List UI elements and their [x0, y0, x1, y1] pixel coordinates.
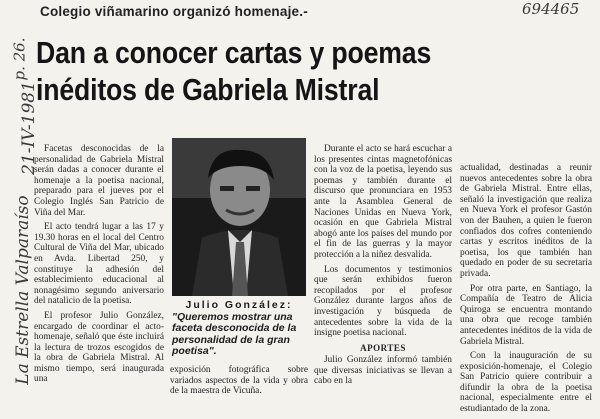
- paragraph: Por otra parte, en Santiago, la Compañía de Teatro de Alicia Quiroga se encuentra montando una obra que recoge también antecedentes inéditos de la vida de Gabriela Mistral.: [460, 283, 592, 347]
- caption-name: Julio González:: [185, 299, 293, 311]
- paragraph: Los documentos y testimonios que serán exhibidos fueron recopilados por el profesor González durante largos años de investigación y búsqueda de antecedentes sobre la vida de la insigne poetisa nacional.: [314, 264, 452, 339]
- headline-line-2: inéditos de Gabriela Mistral: [36, 72, 380, 107]
- section-subhead: APORTES: [360, 342, 406, 353]
- archive-number: 694465: [522, 0, 580, 18]
- paragraph: El profesor Julio González, encargado de coordinar el acto-homenaje, señaló que éste incluirá la lectura de trozos escogidos de la obra de Gabriela Mistral. Al mismo tiempo, será inaugurada una: [34, 310, 164, 385]
- paragraph: Facetas desconocidas de la personalidad de Gabriela Mistral serán dadas a conocer durante el homenaje a la poetisa nacional, preparado para el jueves por el Colegio Inglés San Patricio de Viña del Mar.: [34, 144, 164, 218]
- paragraph: actualidad, destinadas a reunir nuevos antecedentes sobre la obra de Gabriela Mistral. Entre ellas, señaló la investigación que realiza en Nueva York el profesor Gastón von der Bauhen, a quien le fueron confiados dos cofres conteniendo cartas y escritos inéditos de la poetisa, los que también han quedado en poder de su secretaria privada.: [460, 163, 592, 279]
- date-note: 21-IV-1981: [18, 81, 39, 175]
- portrait-photo: [172, 138, 306, 296]
- paragraph: Julio González informó también que diversas iniciativas se llevan a cabo en la: [314, 355, 452, 387]
- page-note: p. 26.: [10, 37, 29, 81]
- headline-line-1: Dan a conocer cartas y poemas: [36, 35, 432, 70]
- caption-quote: "Queremos mostrar una faceta desconocida de la personalidad de la gran poetisa".: [172, 310, 297, 357]
- column-1: [34, 144, 164, 389]
- headline: [36, 34, 492, 108]
- paragraph: Durante el acto se hará escuchar a los presentes cintas magnetofónicas con la voz de la poetisa, leyendo sus poemas y también durante el discurso que pronunciara en 1953 ante la Asamblea General de Naciones Unidas en Nueva York, ocasión en que Gabriela Mistral abogó ante los países del mundo por el fin de las guerras y la mayor protección a la niñez desvalida.: [314, 144, 452, 260]
- paragraph: El acto tendrá lugar a las 17 y 19.30 horas en el local del Centro Cultural de Viña del Mar, ubicado en Avda. Libertad 250, y constituye la adhesión del establecimiento educacional al nonagésimo segundo aniversario del natalicio de la poetisa.: [34, 222, 164, 307]
- paragraph: Con la inauguración de su exposición-homenaje, el Colegio San Patricio quiere contribuir a difundir la obra de la poetisa nacional, especialmente entre el estudiantado de la zona.: [460, 351, 592, 415]
- source-note: La Estrella Valparaíso: [13, 195, 33, 385]
- center-text: exposición fotográfica sobre variados aspectos de la vida y obra de la maestra de Vicuña.: [170, 365, 308, 397]
- column-4: [460, 163, 592, 419]
- portrait-image: [172, 138, 306, 296]
- kicker: Colegio viñamarino organizó homenaje.-: [40, 4, 308, 19]
- photo-caption: [172, 300, 306, 358]
- column-3: [314, 144, 452, 391]
